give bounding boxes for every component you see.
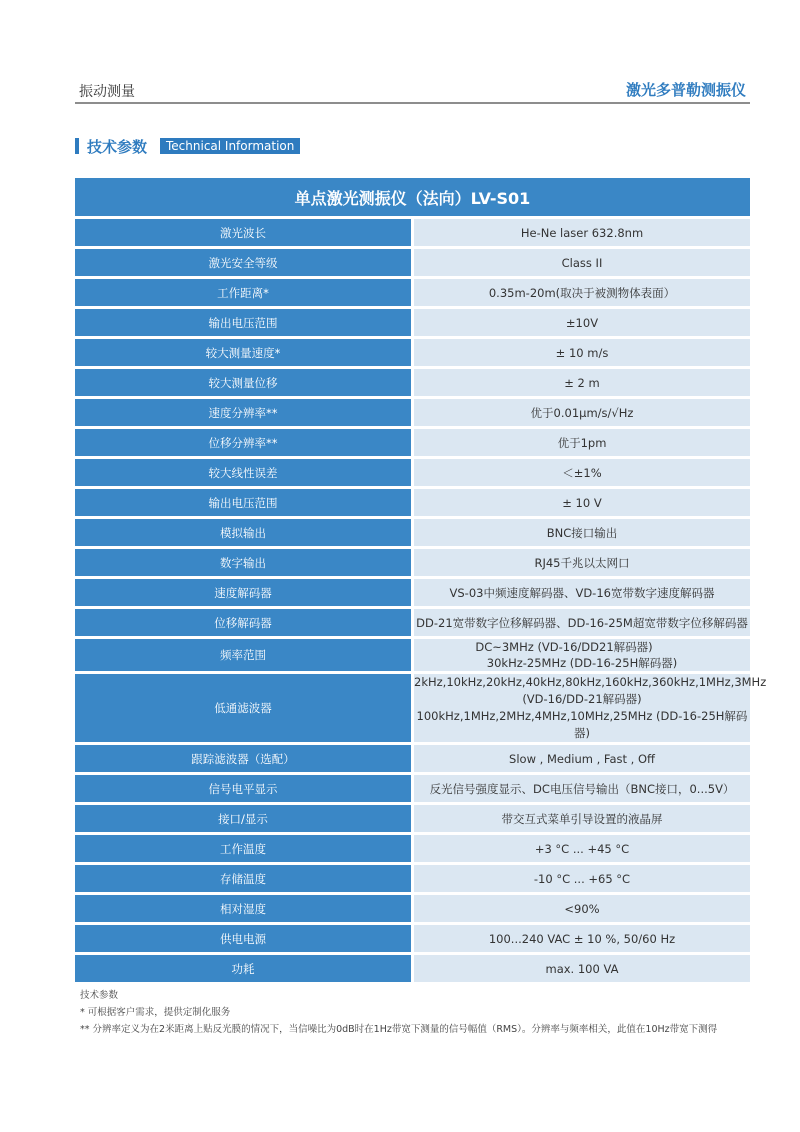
product-line-label: 激光多普勒测振仪 <box>625 81 746 99</box>
footnotes-heading: 技术参数 <box>80 990 119 1001</box>
table-row <box>75 744 750 774</box>
row-value: +3 °C ... +45 °C <box>413 834 751 864</box>
row-value: BNC接口输出 <box>413 518 751 548</box>
row-label: 较大测量位移 <box>75 368 413 398</box>
row-value: ± 10 V <box>413 488 751 518</box>
row-value: ±10V <box>413 308 751 338</box>
row-label: 相对湿度 <box>75 894 413 924</box>
table-row <box>75 368 750 398</box>
table-row <box>75 894 750 924</box>
row-value: He-Ne laser 632.8nm <box>413 218 751 248</box>
row-value: 100...240 VAC ± 10 %, 50/60 Hz <box>413 924 751 954</box>
table-row <box>75 834 750 864</box>
row-value: DD-21宽带数字位移解码器、DD-16-25M超宽带数字位移解码器 <box>413 608 751 638</box>
row-value: 反光信号强度显示、DC电压信号输出（BNC接口，0...5V） <box>413 774 751 804</box>
row-value: 0.35m-20m(取决于被测物体表面） <box>413 278 751 308</box>
row-label: 位移解码器 <box>75 608 413 638</box>
section-title: 技术参数 <box>87 138 148 156</box>
table-row <box>75 578 750 608</box>
table-row <box>75 278 750 308</box>
table-row <box>75 608 750 638</box>
row-label: 速度分辨率** <box>75 398 413 428</box>
row-value: 优于0.01μm/s/√Hz <box>413 398 751 428</box>
table-row <box>75 218 750 248</box>
row-value: 带交互式菜单引导设置的液晶屏 <box>413 804 751 834</box>
row-value: ± 10 m/s <box>413 338 751 368</box>
section-subtitle: Technical Information <box>160 138 300 154</box>
row-value <box>413 638 751 673</box>
row-label: 功耗 <box>75 954 413 983</box>
row-label: 较大线性误差 <box>75 458 413 488</box>
row-label: 存储温度 <box>75 864 413 894</box>
row-value: max. 100 VA <box>413 954 751 983</box>
row-label: 输出电压范围 <box>75 308 413 338</box>
table-row <box>75 428 750 458</box>
footnote-1: * 可根据客户需求，提供定制化服务 <box>80 1007 231 1018</box>
row-label: 速度解码器 <box>75 578 413 608</box>
row-label: 输出电压范围 <box>75 488 413 518</box>
row-label: 较大测量速度* <box>75 338 413 368</box>
section-bar <box>75 138 79 154</box>
row-label: 低通滤波器 <box>75 673 413 744</box>
row-value: VS-03中频速度解码器、VD-16宽带数字速度解码器 <box>413 578 751 608</box>
table-row <box>75 248 750 278</box>
lowpass-line-1: 2kHz,10kHz,20kHz,40kHz,80kHz,160kHz,360kHz,1MHz,3MHz (VD-16/DD-21解码器) <box>414 675 767 706</box>
table-row <box>75 774 750 804</box>
row-value: ＜±1% <box>413 458 751 488</box>
page-header <box>75 76 750 104</box>
table-row <box>75 864 750 894</box>
row-label: 信号电平显示 <box>75 774 413 804</box>
table-row <box>75 518 750 548</box>
row-value: 优于1pm <box>413 428 751 458</box>
row-label: 频率范围 <box>75 638 413 673</box>
table-row-frequency <box>75 638 750 673</box>
row-value: -10 °C ... +65 °C <box>413 864 751 894</box>
row-label: 位移分辨率** <box>75 428 413 458</box>
table-row <box>75 804 750 834</box>
spec-table-title: 单点激光测振仪（法向）LV-S01 <box>75 178 750 218</box>
row-value: Slow , Medium , Fast , Off <box>413 744 751 774</box>
lowpass-line-2: 100kHz,1MHz,2MHz,4MHz,10MHz,25MHz (DD-16-25H解码器) <box>416 709 748 740</box>
row-label: 跟踪滤波器（选配） <box>75 744 413 774</box>
row-label: 工作温度 <box>75 834 413 864</box>
row-label: 接口/显示 <box>75 804 413 834</box>
table-row <box>75 924 750 954</box>
footnote-2: ** 分辨率定义为在2米距离上贴反光膜的情况下，当信噪比为0dB时在1Hz带宽下测量的信号幅值（RMS）。分辨率与频率相关，此值在10Hz带宽下测得 <box>80 1024 718 1035</box>
row-label: 激光波长 <box>75 218 413 248</box>
table-row <box>75 458 750 488</box>
freq-range-a: DC~3MHz (VD-16/DD21解码器) <box>475 640 653 654</box>
footnotes <box>80 987 717 1038</box>
spec-table <box>75 178 767 982</box>
row-value: ± 2 m <box>413 368 751 398</box>
row-value: Class II <box>413 248 751 278</box>
row-label: 模拟输出 <box>75 518 413 548</box>
table-row <box>75 398 750 428</box>
table-row <box>75 954 750 983</box>
row-label: 工作距离* <box>75 278 413 308</box>
table-row <box>75 338 750 368</box>
row-value <box>413 673 767 744</box>
row-label: 供电电源 <box>75 924 413 954</box>
row-value: <90% <box>413 894 751 924</box>
category-label: 振动测量 <box>79 84 135 100</box>
row-label: 数字输出 <box>75 548 413 578</box>
table-row-lowpass <box>75 673 750 744</box>
freq-range-b: 30kHz-25MHz (DD-16-25H解码器) <box>486 656 678 670</box>
table-row <box>75 548 750 578</box>
table-row <box>75 488 750 518</box>
table-row <box>75 308 750 338</box>
row-value: RJ45千兆以太网口 <box>413 548 751 578</box>
row-label: 激光安全等级 <box>75 248 413 278</box>
